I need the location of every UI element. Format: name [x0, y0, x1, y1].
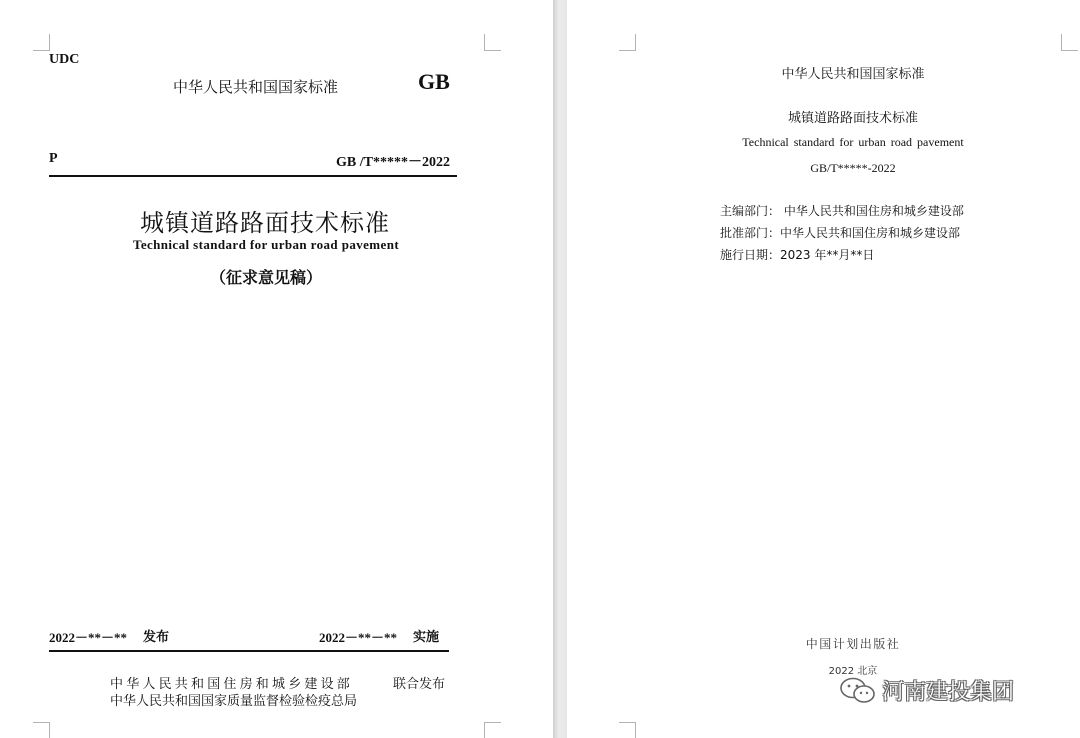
document-title-en: Technical standard for urban road pavement [742, 135, 964, 149]
issuer-ministry: 中华人民共和国住房和城乡建设部 [110, 677, 354, 692]
standard-code: GB /T*****－2022 [336, 155, 450, 170]
issue-label: 发布 [143, 630, 170, 645]
implementation-label: 实施 [413, 630, 440, 645]
udc-label: UDC [49, 52, 80, 67]
classification-code: P [49, 151, 58, 166]
crop-mark [619, 722, 636, 738]
divider-bottom [49, 650, 449, 652]
standard-code: GB/T*****-2022 [810, 161, 896, 175]
crop-mark [619, 34, 636, 51]
crop-mark [33, 34, 50, 51]
issuer-administration: 中华人民共和国国家质量监督检验检疫总局 [110, 694, 358, 709]
document-page-right [567, 0, 1080, 738]
watermark [838, 675, 1014, 706]
national-standard-heading: 中华人民共和国国家标准 [173, 78, 339, 96]
document-title-en: Technical standard for urban road pavement [132, 237, 400, 252]
wechat-icon [838, 676, 878, 706]
editor-department: 主编部门： 中华人民共和国住房和城乡建设部 [720, 204, 964, 218]
divider-top [49, 175, 457, 177]
approver-department: 批准部门：中华人民共和国住房和城乡建设部 [720, 226, 961, 240]
implementation-date: 2022－**－** [319, 630, 398, 645]
document-title-cn: 城镇道路路面技术标准 [140, 209, 390, 237]
joint-issue-label: 联合发布 [393, 677, 446, 692]
crop-mark [484, 722, 501, 738]
national-standard-heading: 中华人民共和国国家标准 [781, 67, 925, 82]
effective-date: 施行日期：2023 年**月**日 [720, 248, 875, 262]
gb-mark: GB [418, 69, 450, 94]
issue-date: 2022－**－** [49, 630, 128, 645]
crop-mark [33, 722, 50, 738]
draft-note: （征求意见稿） [209, 268, 322, 287]
document-title-cn: 城镇道路路面技术标准 [787, 111, 918, 126]
crop-mark [484, 34, 501, 51]
crop-mark [1061, 34, 1078, 51]
watermark-text: 河南建投集团 [882, 680, 1015, 705]
publisher: 中国计划出版社 [805, 637, 901, 651]
page-gutter [553, 0, 567, 738]
publish-place: 2022 北京 [828, 666, 878, 677]
